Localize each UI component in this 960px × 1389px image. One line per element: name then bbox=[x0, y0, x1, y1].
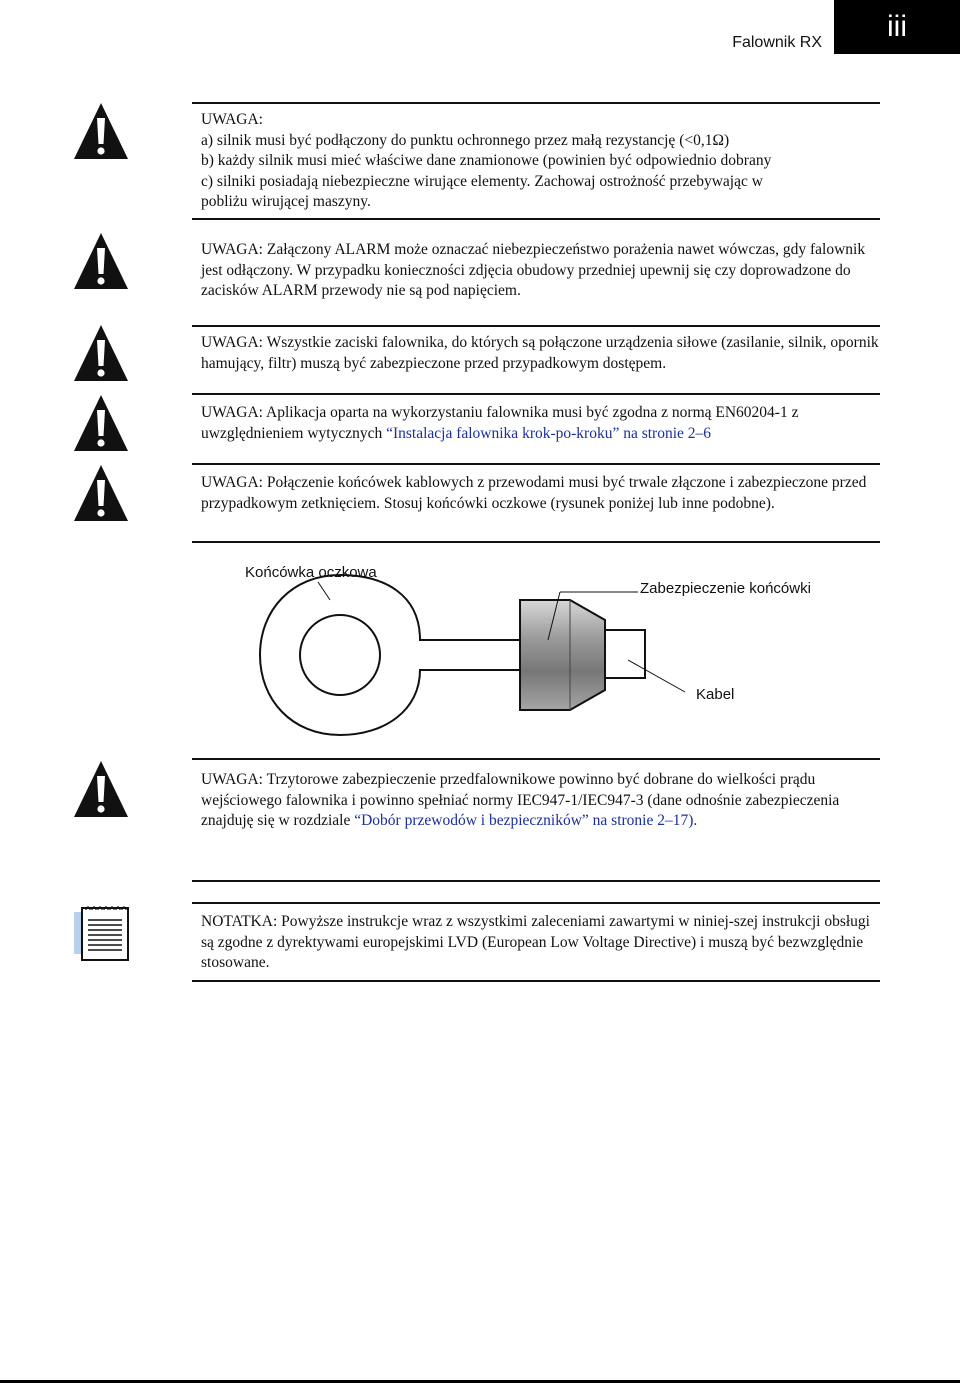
warning-label: UWAGA: bbox=[201, 771, 263, 788]
note-block bbox=[201, 912, 879, 974]
label-terminal-protection: Zabezpieczenie końcówki bbox=[640, 580, 811, 597]
warning-triangle-icon bbox=[72, 100, 130, 162]
warning-block-3 bbox=[201, 333, 879, 374]
ring-terminal-diagram bbox=[230, 560, 811, 745]
divider bbox=[192, 902, 880, 904]
warning-block-5 bbox=[201, 473, 879, 514]
warning-triangle-icon bbox=[72, 462, 130, 524]
warning-text: Aplikacja oparta na wykorzystaniu falownika musi być zgodna z normą EN60204-1 z uwzględnieniem wytycznych bbox=[201, 404, 799, 442]
header-title: Falownik RX bbox=[732, 34, 822, 51]
label-cable: Kabel bbox=[696, 686, 735, 703]
page-bottom-rule bbox=[0, 1380, 960, 1383]
warning-text: Trzytorowe zabezpieczenie przedfalownikowe powinno być dobrane do wielkości prądu wejściowego falownika i powinno spełniać normy IEC947-1/IEC947-3 (dane odnośnie zabezpieczenia znajduję się w rozdziale bbox=[201, 771, 840, 829]
divider bbox=[192, 980, 880, 982]
warning-triangle-icon bbox=[72, 322, 130, 384]
warning-block-4 bbox=[201, 403, 879, 444]
divider bbox=[192, 758, 880, 760]
note-text: Powyższe instrukcje wraz z wszystkimi zaleceniami zawartymi w niniej-szej instrukcji obsługi są zgodne z dyrektywami europejskimi LVD (European Low Voltage Directive) i muszą być bezwzględnie stosowane. bbox=[201, 913, 870, 971]
warning-label: UWAGA: bbox=[201, 404, 263, 421]
divider bbox=[192, 102, 880, 104]
cross-reference-link[interactable]: “Instalacja falownika krok-po-kroku” na stronie 2–6 bbox=[386, 424, 712, 442]
warning-label: UWAGA: bbox=[201, 474, 263, 491]
warning-label: UWAGA: bbox=[201, 334, 263, 351]
warning-label: UWAGA: bbox=[201, 111, 263, 128]
warning-block-1 bbox=[201, 110, 879, 213]
warning-triangle-icon bbox=[72, 230, 130, 292]
warning-item-b: b) każdy silnik musi mieć właściwe dane znamionowe (powinien być odpowiednio dobrany bbox=[201, 152, 772, 169]
page-number-tab: iii bbox=[834, 0, 960, 54]
warning-text: Wszystkie zaciski falownika, do których są połączone urządzenia siłowe (zasilanie, silnik, opornik hamujący, filtr) muszą być zabezpieczone przed przypadkowym dostępem. bbox=[201, 334, 879, 372]
label-ring-terminal: Końcówka oczkowa bbox=[245, 564, 377, 581]
notepad-icon bbox=[72, 902, 130, 962]
warning-block-2 bbox=[201, 240, 879, 302]
warning-text: Połączenie końcówek kablowych z przewodami musi być trwale złączone i zabezpieczone przed przypadkowym zetknięciem. Stosuj końcówki oczkowe (rysunek poniżej lub inne podobne). bbox=[201, 474, 867, 512]
warning-item-c-cont: pobliżu wirującej maszyny. bbox=[201, 193, 371, 210]
note-label: NOTATKA: bbox=[201, 913, 278, 930]
divider bbox=[192, 218, 880, 220]
cross-reference-link[interactable]: “Dobór przewodów i bezpieczników” na stronie 2–17). bbox=[354, 812, 698, 829]
warning-text: Załączony ALARM może oznaczać niebezpieczeństwo porażenia nawet wówczas, gdy falownik jest odłączony. W przypadku konieczności zdjęcia obudowy przedniej upewnij się czy doprowadzone do zacisków ALARM przewody nie są pod napięciem. bbox=[201, 241, 866, 299]
divider bbox=[192, 880, 880, 882]
warning-block-6 bbox=[201, 770, 879, 832]
warning-label: UWAGA: bbox=[201, 241, 263, 258]
warning-item-c: c) silniki posiadają niebezpieczne wirujące elementy. Zachowaj ostrożność przebywając w bbox=[201, 172, 763, 190]
divider bbox=[192, 463, 880, 465]
warning-triangle-icon bbox=[72, 392, 130, 454]
divider bbox=[192, 393, 880, 395]
divider bbox=[192, 325, 880, 327]
warning-item-a: a) silnik musi być podłączony do punktu ochronnego przez małą rezystancję (<0,1Ω) bbox=[201, 131, 730, 149]
divider bbox=[192, 541, 880, 543]
warning-triangle-icon bbox=[72, 758, 130, 820]
